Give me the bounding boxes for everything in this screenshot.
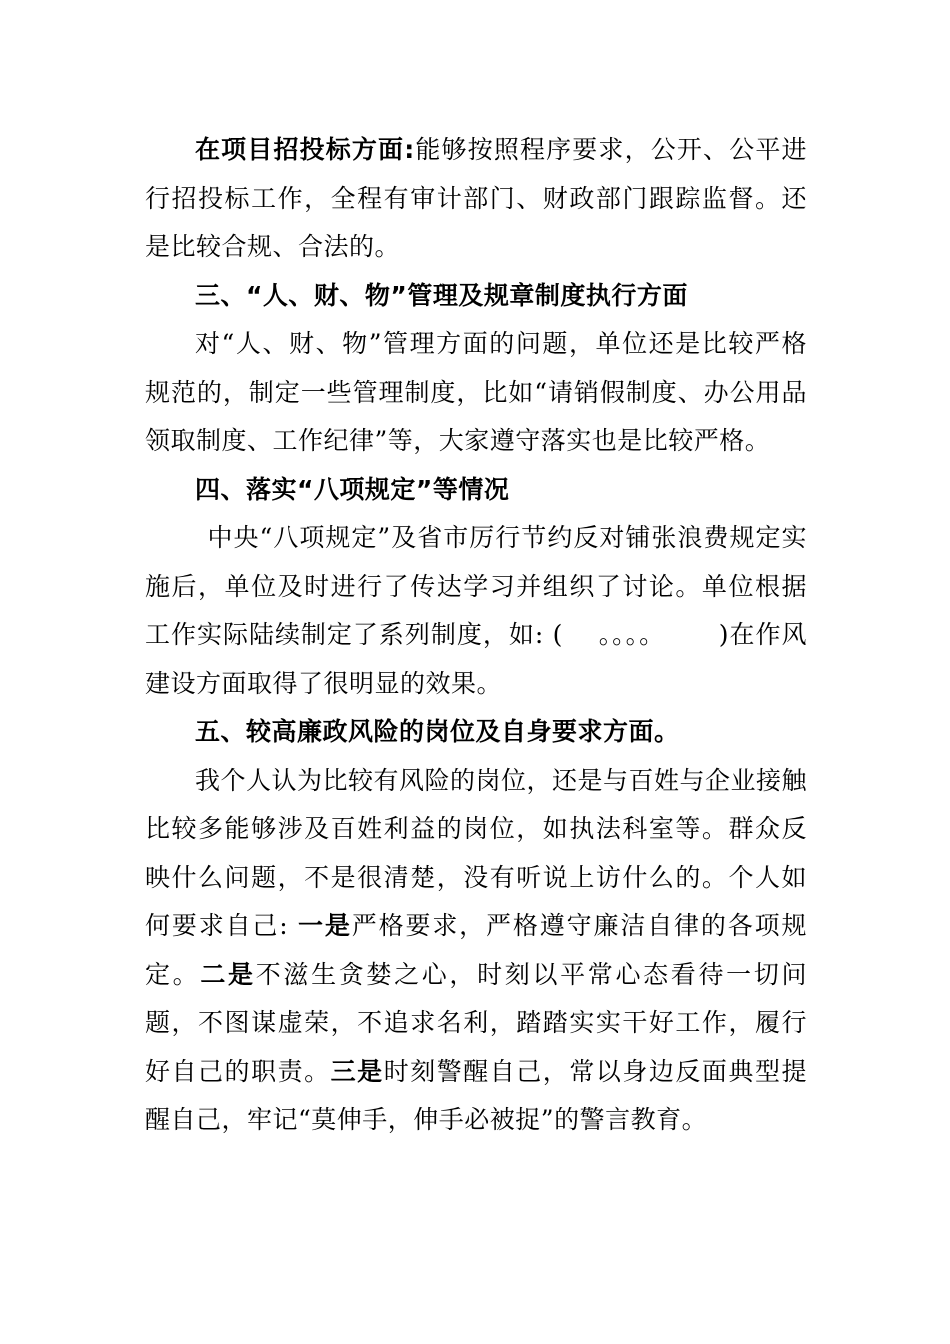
keyword-third: 三是 [330,1056,384,1086]
paragraph-bidding [145,126,807,272]
paragraph-lead: 在项目招投标方面: [195,135,415,164]
paragraph-text: 时刻警醒自己，常以身边反面典型提醒自己，牢记“莫伸手，伸手必被捉”的警言教育。 [145,1056,807,1134]
paragraph-management: 对“人、财、物”管理方面的问题，单位还是比较严格规范的，制定一些管理制度，比如“请销假制度、办公用品领取制度、工作纪律”等，大家遵守落实也是比较严格。 [145,329,807,455]
section-heading-3: 三、“人、财、物”管理及规章制度执行方面 [195,280,688,310]
paragraph-text: 中央“八项规定”及省市厉行节约反对铺张浪费规定实施后，单位及时进行了传达学习并组织了讨论。单位根据工作实际陆续制定了系列制度，如: ( [145,523,807,649]
paragraph-risk-positions [145,757,807,1145]
section-heading-5: 五、较高廉政风险的岗位及自身要求方面。 [195,717,680,746]
document-page [145,126,807,1145]
paragraph-text: )在作风建设方面取得了很明显的效果。 [145,620,807,698]
paragraph-text: 我个人认为比较有风险的岗位，还是与百姓与企业接触比较多能够涉及百姓利益的岗位，如执法科室等。群众反映什么问题，不是很清楚，没有听说上访什么的。个人如何要求自己: [145,765,808,940]
paragraph-text: 不滋生贪婪之心，时刻以平常心态看待一切问题，不图谋虚荣，不追求名利，踏踏实实干好工作，履行好自己的职责。 [145,959,807,1086]
paragraph-text: 能够按照程序要求，公开、公平进行招投标工作，全程有审计部门、财政部门跟踪监督。还是比较合规、合法的。 [145,135,807,261]
paragraph-text: 严格要求，严格遵守廉洁自律的各项规定。 [145,911,807,989]
keyword-second: 二是 [200,959,256,989]
keyword-first: 一是 [298,911,352,940]
paragraph-eight-rules [145,514,807,708]
section-heading-4: 四、落实“八项规定”等情况 [195,474,510,504]
ellipsis: 。。。。 [598,620,666,649]
